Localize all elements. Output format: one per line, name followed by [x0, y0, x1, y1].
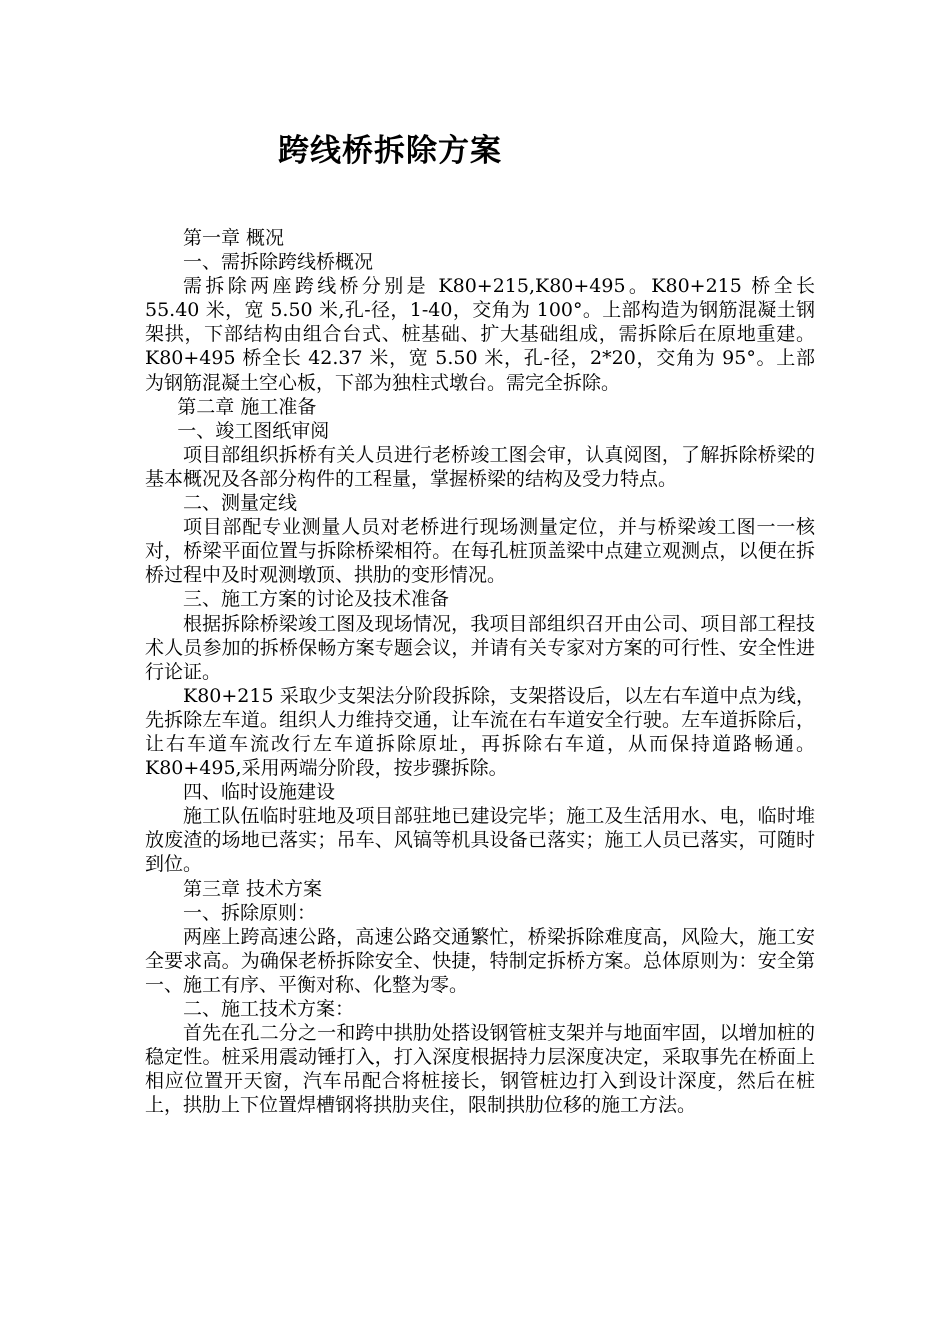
- chapter-heading: 第一章 概况: [183, 227, 285, 249]
- section-heading: 一、需拆除跨线桥概况: [183, 251, 374, 274]
- body-paragraph: 施工队伍临时驻地及项目部驻地已建设完毕；施工及生活用水、电，临时堆放废渣的场地已落实；吊车、风镐等机具设备已落实；施工人员已落实，可随时到位。: [145, 805, 815, 876]
- section-heading: 二、施工技术方案：: [183, 998, 355, 1020]
- body-paragraph: 两座上跨高速公路，高速公路交通繁忙，桥梁拆除难度高，风险大，施工安全要求高。为确保老桥拆除安全、快捷，特制定拆桥方案。总体原则为：安全第一、施工有序、平衡对称、化整为零。: [145, 925, 815, 996]
- document-title: 跨线桥拆除方案: [278, 133, 502, 169]
- body-paragraph: 项目部配专业测量人员对老桥进行现场测量定位，并与桥梁竣工图一一核对，桥梁平面位置与拆除桥梁相符。在每孔桩顶盖梁中点建立观测点，以便在拆桥过程中及时观测墩顶、拱肋的变形情况。: [145, 516, 815, 587]
- section-heading: 一、竣工图纸审阅: [177, 419, 330, 442]
- section-heading: 二、测量定线: [183, 492, 298, 515]
- body-paragraph: 根据拆除桥梁竣工图及现场情况，我项目部组织召开由公司、项目部工程技术人员参加的拆桥保畅方案专题会议，并请有关专家对方案的可行性、安全性进行论证。: [145, 612, 815, 683]
- chapter-heading: 第二章 施工准备: [177, 395, 317, 418]
- section-heading: 三、施工方案的讨论及技术准备: [183, 588, 450, 611]
- chapter-heading: 第三章 技术方案: [183, 877, 323, 900]
- body-paragraph: K80+215 采取少支架法分阶段拆除，支架搭设后，以左右车道中点为线，先拆除左车道。组织人力维持交通，让车流在右车道安全行驶。左车道拆除后，让右车道车流改行左车道拆除原址，再拆除右车道，从而保持道路畅通。K80+495,采用两端分阶段，按步骤拆除。: [145, 684, 815, 780]
- section-heading: 一、拆除原则：: [183, 901, 317, 924]
- body-paragraph: 首先在孔二分之一和跨中拱肋处搭设钢管桩支架并与地面牢固，以增加桩的稳定性。桩采用震动锤打入，打入深度根据持力层深度决定，采取事先在桥面上相应位置开天窗，汽车吊配合将桩接长，钢管桩边打入到设计深度，然后在桩上，拱肋上下位置焊槽钢将拱肋夹住，限制拱肋位移的施工方法。: [145, 1022, 815, 1117]
- body-paragraph: 需拆除两座跨线桥分别是 K80+215,K80+495。K80+215 桥全长 55.40 米，宽 5.50 米,孔-径，1-40，交角为 100°。上部构造为钢筋混凝土钢架拱，下部结构由组合台式、桩基础、扩大基础组成，需拆除后在原地重建。K80+495 桥全长 42.37 米，宽 5.50 米，孔-径，2*20，交角为 95°。上部为钢筋混凝土空心板，下部为独柱式墩台。需完全拆除。: [145, 275, 815, 394]
- body-paragraph: 项目部组织拆桥有关人员进行老桥竣工图会审，认真阅图，了解拆除桥梁的基本概况及各部分构件的工程量，掌握桥梁的结构及受力特点。: [145, 443, 815, 490]
- document-body: [145, 226, 815, 1117]
- section-heading: 四、临时设施建设: [183, 781, 336, 804]
